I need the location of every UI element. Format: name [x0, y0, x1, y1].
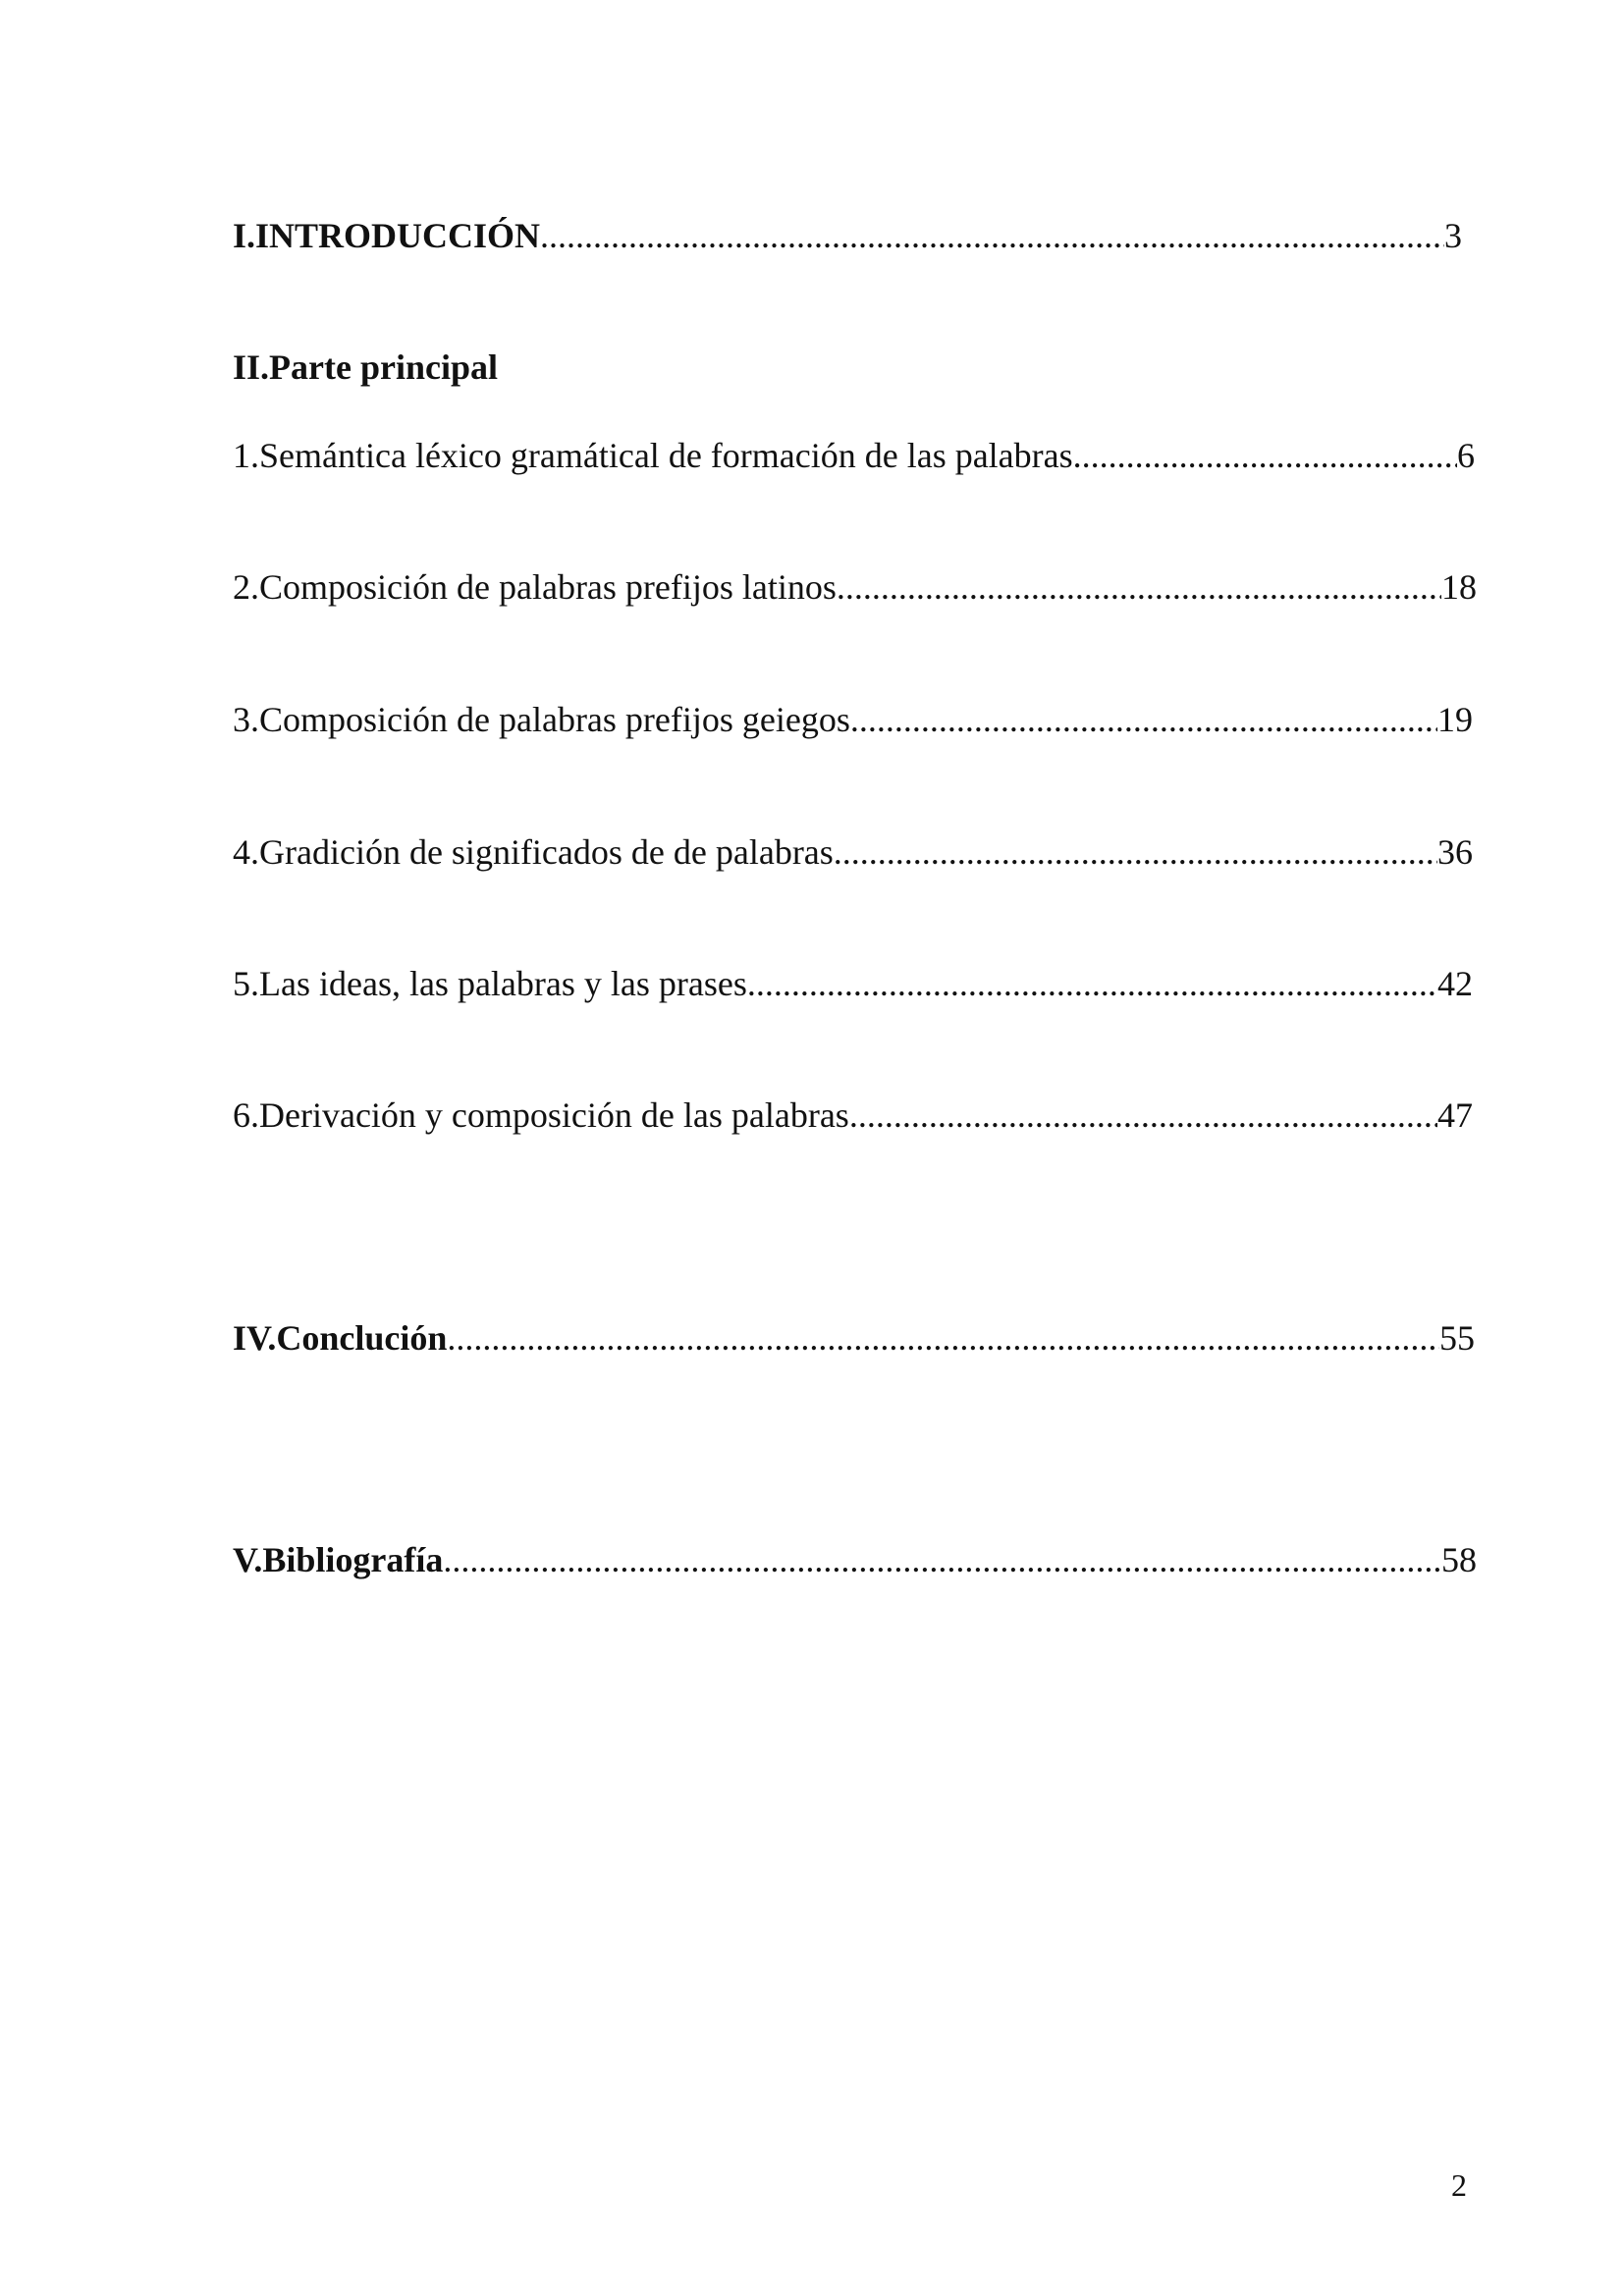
dot-leader — [443, 1538, 1441, 1581]
dot-leader — [447, 1316, 1439, 1360]
dot-leader — [849, 1094, 1437, 1137]
toc-entry-4 — [233, 830, 1473, 874]
toc-entry-1 — [233, 434, 1475, 477]
page-number: 2 — [1451, 2167, 1467, 2203]
toc-entry-page: 36 — [1437, 832, 1473, 872]
toc-entry-title: 5.Las ideas, las palabras y las prases — [233, 964, 747, 1003]
toc-entry-title: 3.Composición de palabras prefijos geiegos — [233, 700, 850, 739]
toc-entry-2 — [233, 565, 1477, 609]
dot-leader — [540, 214, 1444, 257]
toc-entry-page: 55 — [1439, 1318, 1475, 1358]
toc-entry-6 — [233, 1094, 1473, 1137]
toc-entry-title: IV.Conclución — [233, 1318, 448, 1358]
toc-entry-page: 19 — [1437, 700, 1473, 739]
toc-entry-page: 42 — [1437, 964, 1473, 1003]
toc-entry-page: 6 — [1457, 436, 1475, 475]
toc-entry-page: 47 — [1437, 1095, 1473, 1135]
toc-entry-title: 6.Derivación y composición de las palabras — [233, 1095, 849, 1135]
toc-entry-introduccion — [233, 214, 1462, 257]
toc-entry-page: 58 — [1441, 1540, 1477, 1579]
dot-leader — [837, 565, 1441, 609]
toc-entry-conclusion — [233, 1316, 1475, 1360]
toc-entry-3 — [233, 698, 1473, 741]
toc-entry-title: 4.Gradición de significados de de palabras — [233, 832, 834, 872]
dot-leader — [1073, 434, 1457, 477]
toc-entry-bibliografia — [233, 1538, 1477, 1581]
section-heading-parte-principal: II.Parte principal — [233, 347, 498, 387]
dot-leader — [834, 830, 1437, 874]
toc-entry-title: V.Bibliografía — [233, 1540, 444, 1579]
toc-entry-page: 3 — [1444, 216, 1462, 255]
dot-leader — [747, 962, 1437, 1005]
toc-entry-title: 2.Composición de palabras prefijos latinos — [233, 567, 837, 607]
toc-entry-page: 18 — [1441, 567, 1477, 607]
toc-entry-title: 1.Semántica léxico gramátical de formación de las palabras — [233, 436, 1073, 475]
toc-entry-5 — [233, 962, 1473, 1005]
dot-leader — [850, 698, 1437, 741]
toc-entry-title: I.INTRODUCCIÓN — [233, 216, 541, 255]
